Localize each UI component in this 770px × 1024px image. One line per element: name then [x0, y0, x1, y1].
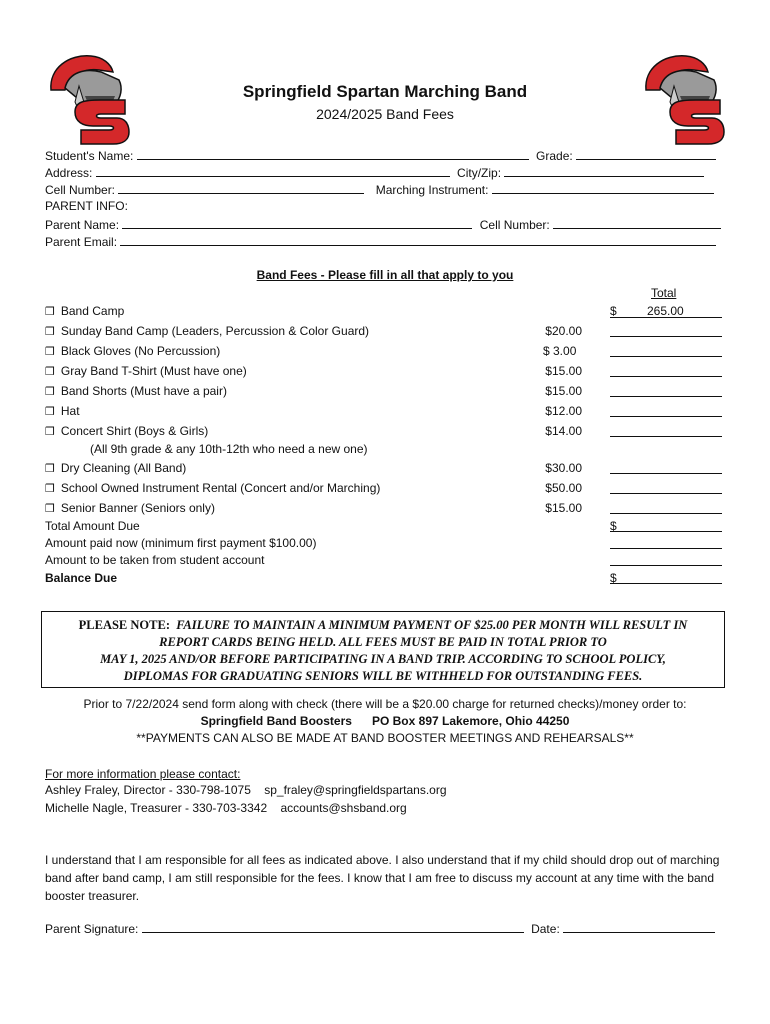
grade-label: Grade: — [536, 149, 573, 163]
checkbox-icon[interactable]: ❒ — [45, 386, 55, 398]
cell-row — [45, 182, 714, 197]
address-field[interactable] — [96, 165, 450, 177]
checkbox-icon[interactable]: ❒ — [45, 366, 55, 378]
page-title: Springfield Spartan Marching Band — [242, 82, 528, 101]
fee-total-field[interactable] — [610, 384, 722, 397]
cell-number-field[interactable] — [118, 182, 364, 194]
fee-item — [45, 501, 215, 515]
payment-policy-notice — [41, 611, 725, 688]
fee-item — [45, 461, 186, 475]
fee-label: Band Camp — [60, 304, 125, 318]
parent-cell-field[interactable] — [553, 217, 721, 229]
parent-info-heading: PARENT INFO: — [45, 199, 128, 213]
fee-total-field[interactable] — [610, 324, 722, 337]
concert-shirt-note: (All 9th grade & any 10th-12th who need a new one) — [90, 442, 368, 456]
amount-paid-now-field[interactable] — [610, 536, 722, 549]
director-info: Ashley Fraley, Director - 330-798-1075 — [45, 783, 251, 797]
fee-item — [45, 384, 227, 398]
fee-item-band-camp — [45, 304, 124, 318]
checkbox-icon[interactable]: ❒ — [45, 503, 55, 515]
city-zip-field[interactable] — [504, 165, 704, 177]
contact-heading: For more information please contact: — [45, 767, 241, 781]
fee-total-field[interactable] — [610, 501, 722, 514]
fee-label: Band Shorts (Must have a pair) — [60, 384, 227, 398]
total-amount-due-field[interactable] — [610, 519, 722, 532]
band-camp-total[interactable] — [610, 304, 722, 318]
fee-price: $15.00 — [545, 501, 582, 515]
balance-due-label: Balance Due — [45, 571, 118, 585]
instrument-field[interactable] — [492, 182, 714, 194]
parent-email-label: Parent Email: — [45, 235, 118, 249]
po-box-address: PO Box 897 Lakemore, Ohio 44250 — [371, 714, 570, 728]
balance-due-field[interactable] — [610, 571, 722, 584]
student-account-field[interactable] — [610, 553, 722, 566]
fee-total-field[interactable] — [610, 404, 722, 417]
notice-text-1: FAILURE TO MAINTAIN A MINIMUM PAYMENT OF $25.00 PER MONTH WILL RESULT IN — [176, 618, 688, 632]
fee-label: Concert Shirt (Boys & Girls) — [60, 424, 209, 438]
total-column-header: Total — [651, 286, 677, 300]
fee-total-field[interactable] — [610, 364, 722, 377]
student-account-label: Amount to be taken from student account — [45, 553, 265, 567]
grade-field[interactable] — [576, 148, 716, 160]
date-field[interactable] — [563, 921, 715, 933]
fee-label: Hat — [60, 404, 80, 418]
fee-item — [45, 324, 369, 338]
contact-treasurer — [45, 801, 407, 815]
address-row — [45, 165, 704, 180]
responsibility-statement: I understand that I am responsible for all fees as indicated above. I also understand that if my child should drop out of marching band after band camp, I am still responsible for the fees. I know that I am free to discuss my account at any time with the band booster treasurer. — [45, 853, 720, 903]
fee-price: $14.00 — [545, 424, 582, 438]
fee-price: $15.00 — [545, 364, 582, 378]
fee-label: Gray Band T-Shirt (Must have one) — [60, 364, 247, 378]
parent-name-label: Parent Name: — [45, 218, 120, 232]
address-label: Address: — [45, 166, 93, 180]
notice-line-3: MAY 1, 2025 AND/OR BEFORE PARTICIPATING IN A BAND TRIP. ACCORDING TO SCHOOL POLICY, — [100, 652, 666, 666]
instrument-label: Marching Instrument: — [375, 183, 489, 197]
mailing-address — [0, 714, 770, 728]
fee-total-field[interactable] — [610, 344, 722, 357]
student-name-field[interactable] — [137, 148, 529, 160]
fee-price: $ 3.00 — [543, 344, 577, 358]
parent-name-field[interactable] — [122, 217, 472, 229]
checkbox-icon[interactable]: ❒ — [45, 406, 55, 418]
fee-label: School Owned Instrument Rental (Concert and/or Marching) — [60, 481, 381, 495]
band-camp-total-value: 265.00 — [647, 304, 684, 318]
fee-price: $15.00 — [545, 384, 582, 398]
parent-name-row — [45, 217, 721, 232]
fee-total-field[interactable] — [610, 481, 722, 494]
notice-line-4: DIPLOMAS FOR GRADUATING SENIORS WILL BE WITHHELD FOR OUTSTANDING FEES. — [123, 669, 643, 683]
checkbox-icon[interactable]: ❒ — [45, 426, 55, 438]
checkbox-icon[interactable]: ❒ — [45, 306, 55, 318]
fee-price: $30.00 — [545, 461, 582, 475]
fee-item — [45, 424, 208, 438]
fee-price: $20.00 — [545, 324, 582, 338]
payment-meetings-note: **PAYMENTS CAN ALSO BE MADE AT BAND BOOSTER MEETINGS AND REHEARSALS** — [136, 731, 634, 745]
student-name-row — [45, 148, 716, 163]
fee-item — [45, 481, 380, 495]
contact-director — [45, 783, 447, 797]
page-subtitle: 2024/2025 Band Fees — [316, 106, 454, 122]
notice-lead: PLEASE NOTE: — [78, 618, 170, 632]
dollar-sign: $ — [610, 519, 617, 533]
checkbox-icon[interactable]: ❒ — [45, 463, 55, 475]
director-email[interactable]: sp_fraley@springfieldspartans.org — [264, 783, 447, 797]
checkbox-icon[interactable]: ❒ — [45, 483, 55, 495]
fee-item — [45, 364, 247, 378]
fee-label: Dry Cleaning (All Band) — [60, 461, 187, 475]
boosters-name: Springfield Band Boosters — [200, 714, 352, 728]
fee-price: $50.00 — [545, 481, 582, 495]
checkbox-icon[interactable]: ❒ — [45, 346, 55, 358]
fee-price: $12.00 — [545, 404, 582, 418]
city-zip-label: City/Zip: — [457, 166, 502, 180]
total-amount-due-label: Total Amount Due — [45, 519, 140, 533]
fee-item — [45, 404, 80, 418]
parent-email-row — [45, 234, 716, 249]
parent-signature-field[interactable] — [142, 921, 524, 933]
fee-total-field[interactable] — [610, 461, 722, 474]
treasurer-info: Michelle Nagle, Treasurer - 330-703-3342 — [45, 801, 268, 815]
treasurer-email[interactable]: accounts@shsband.org — [280, 801, 407, 815]
fee-label: Sunday Band Camp (Leaders, Percussion & Color Guard) — [60, 324, 370, 338]
student-name-label: Student's Name: — [45, 149, 134, 163]
notice-line-2: REPORT CARDS BEING HELD. ALL FEES MUST BE PAID IN TOTAL PRIOR TO — [159, 635, 607, 649]
fees-section-title: Band Fees - Please fill in all that apply to you — [256, 268, 514, 282]
fee-total-field[interactable] — [610, 424, 722, 437]
checkbox-icon[interactable]: ❒ — [45, 326, 55, 338]
fee-item — [45, 344, 220, 358]
cell-number-label: Cell Number: — [45, 183, 116, 197]
date-label: Date: — [531, 922, 560, 936]
signature-row — [45, 921, 715, 936]
fee-label: Senior Banner (Seniors only) — [60, 501, 215, 515]
parent-cell-label: Cell Number: — [479, 218, 550, 232]
payment-instructions: Prior to 7/22/2024 send form along with check (there will be a $20.00 charge for returned checks)/money order to: — [83, 697, 687, 711]
notice-line-1 — [42, 617, 724, 634]
dollar-sign: $ — [610, 304, 617, 318]
amount-paid-now-label: Amount paid now (minimum first payment $100.00) — [45, 536, 317, 550]
parent-email-field[interactable] — [120, 234, 716, 246]
parent-signature-label: Parent Signature: — [45, 922, 139, 936]
fee-label: Black Gloves (No Percussion) — [60, 344, 221, 358]
dollar-sign: $ — [610, 571, 617, 585]
